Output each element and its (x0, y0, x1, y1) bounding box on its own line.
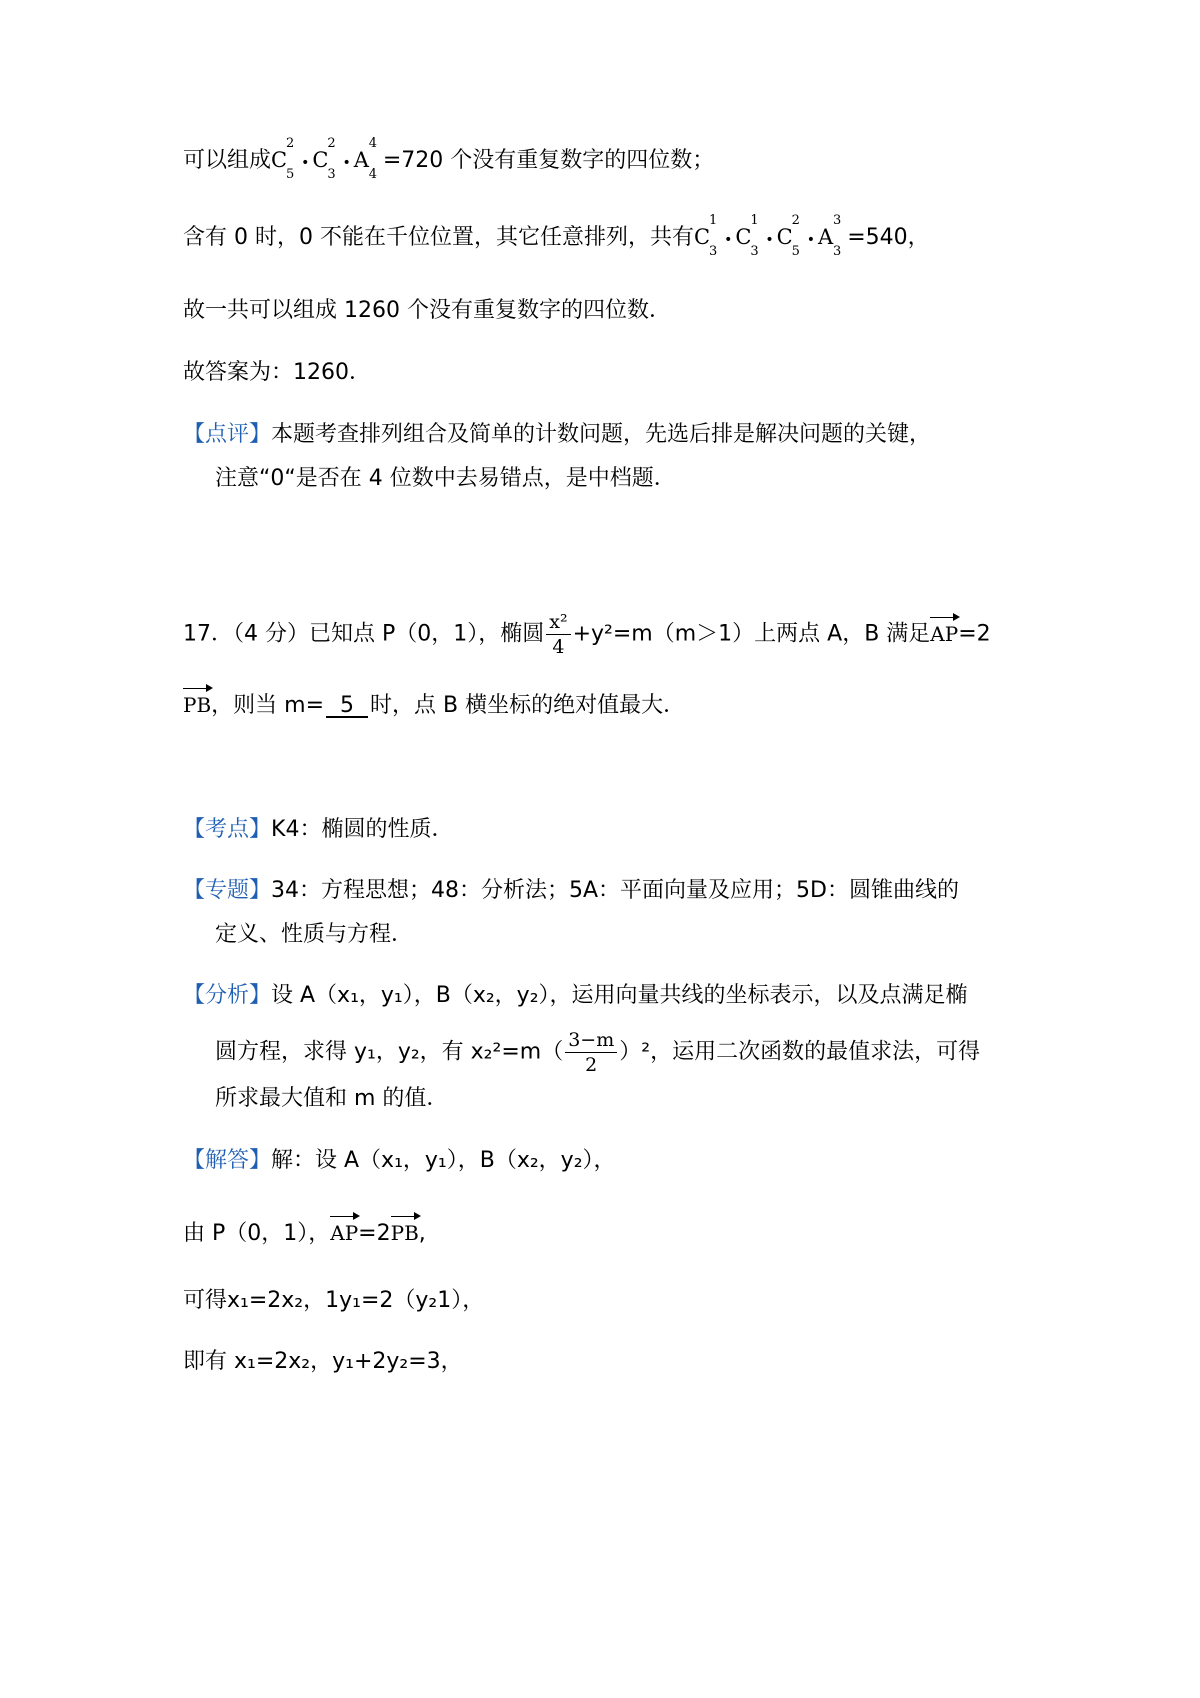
solution-line-1: 可以组成C 2 5 • C 2 3 • A 4 4 =720 个没有重复数字的四位数； (183, 136, 715, 182)
combination-c-3-1: C 1 3 (693, 213, 718, 259)
text: 解：设 A（x₁，y₁），B（x₂，y₂）， (271, 1148, 616, 1173)
text: 34：方程思想；48：分析法；5A：平面向量及应用；5D：圆锥曲线的 (271, 878, 959, 903)
permutation-a-3-3: A 3 3 (818, 213, 842, 259)
text: =720 个没有重复数字的四位数； (382, 148, 715, 173)
vector-pb: PB (183, 686, 211, 720)
fraction-3-minus-m-over-2: $\frac{3-m}{2}$ (565, 1028, 617, 1077)
zhuanti-line-1 (183, 876, 959, 906)
review-tag: 【点评】 (183, 422, 272, 447)
fraction-x2-over-4: $\frac{\text{x²}}{4}$ (546, 610, 570, 659)
jieda-line (183, 1146, 616, 1176)
combination-c-5-2: C 2 5 (776, 213, 800, 259)
vector-ap: AP (930, 615, 958, 649)
final-answer-line: 故答案为：1260． (183, 360, 371, 385)
kaodian-line (183, 815, 453, 845)
jieda-tag: 【解答】 (183, 1148, 272, 1173)
text: 本题考查排列组合及简单的计数问题，先选后排是解决问题的关键， (271, 422, 932, 447)
text: +y²=m（m＞1）上两点 A，B 满足 (572, 621, 931, 647)
text: 时，点 B 横坐标的绝对值最大． (370, 693, 686, 718)
combination-c-3-2: C 2 3 (312, 136, 336, 182)
fenxi-line-3: 所求最大值和 m 的值． (215, 1086, 449, 1111)
fenxi-line-1 (183, 981, 968, 1011)
text: ²，运用二次函数的最值求法，可得 (641, 1039, 981, 1065)
text: =540， (847, 225, 930, 250)
text: 含有 0 时，0 不能在千位位置，其它任意排列，共有 (183, 225, 694, 250)
vector-ap: AP (330, 1214, 358, 1248)
text: , (418, 1221, 426, 1246)
solution-line-2: 含有 0 时，0 不能在千位位置，其它任意排列，共有C 1 3 • C 1 3 • C 2 5 • A 3 3 =540， (183, 213, 930, 259)
text: 圆方程，求得 y₁，y₂，有 x₂²=m (215, 1039, 542, 1065)
question-17-line-2 (183, 686, 685, 721)
vector-pb: PB (391, 1214, 419, 1248)
text: 17．（4 分）已知点 P（0，1），椭圆 (183, 621, 545, 647)
text: 可以组成 (183, 148, 272, 173)
question-17-line-1 (183, 610, 991, 659)
fenxi-tag: 【分析】 (183, 983, 272, 1008)
review-line-1 (183, 420, 931, 450)
fenxi-line-2: 圆方程，求得 y₁，y₂，有 x₂²=m（ $\frac{3-m}{2}$ ）²，运用二次函数的最值求法，可得 (215, 1029, 981, 1076)
review-line-2: 注意“0“是否在 4 位数中去易错点，是中档题． (215, 466, 676, 491)
text: =2 (358, 1221, 391, 1246)
text: K4：椭圆的性质． (271, 817, 454, 842)
kaodian-tag: 【考点】 (183, 817, 272, 842)
text: =2 (958, 621, 991, 647)
text: 由 P（0，1）， (183, 1221, 331, 1246)
answer-blank: 5 (326, 693, 368, 718)
solution-step-3: 即有 x₁=2x₂，y₁+2y₂=3， (183, 1349, 463, 1374)
solution-step-2: 可得x₁=2x₂，1y₁=2（y₂1）， (183, 1288, 485, 1313)
zhuanti-line-2: 定义、性质与方程． (215, 922, 414, 947)
solution-line-3: 故一共可以组成 1260 个没有重复数字的四位数． (183, 298, 671, 323)
combination-c-3-1: C 1 3 (735, 213, 759, 259)
text: 设 A（x₁，y₁），B（x₂，y₂），运用向量共线的坐标表示，以及点满足椭 (271, 983, 968, 1008)
solution-step-1 (183, 1214, 426, 1249)
zhuanti-tag: 【专题】 (183, 878, 272, 903)
combination-c-5-2: C 2 5 (271, 136, 295, 182)
permutation-a-4-4: A 4 4 (353, 136, 377, 182)
text: ，则当 m= (211, 693, 325, 718)
